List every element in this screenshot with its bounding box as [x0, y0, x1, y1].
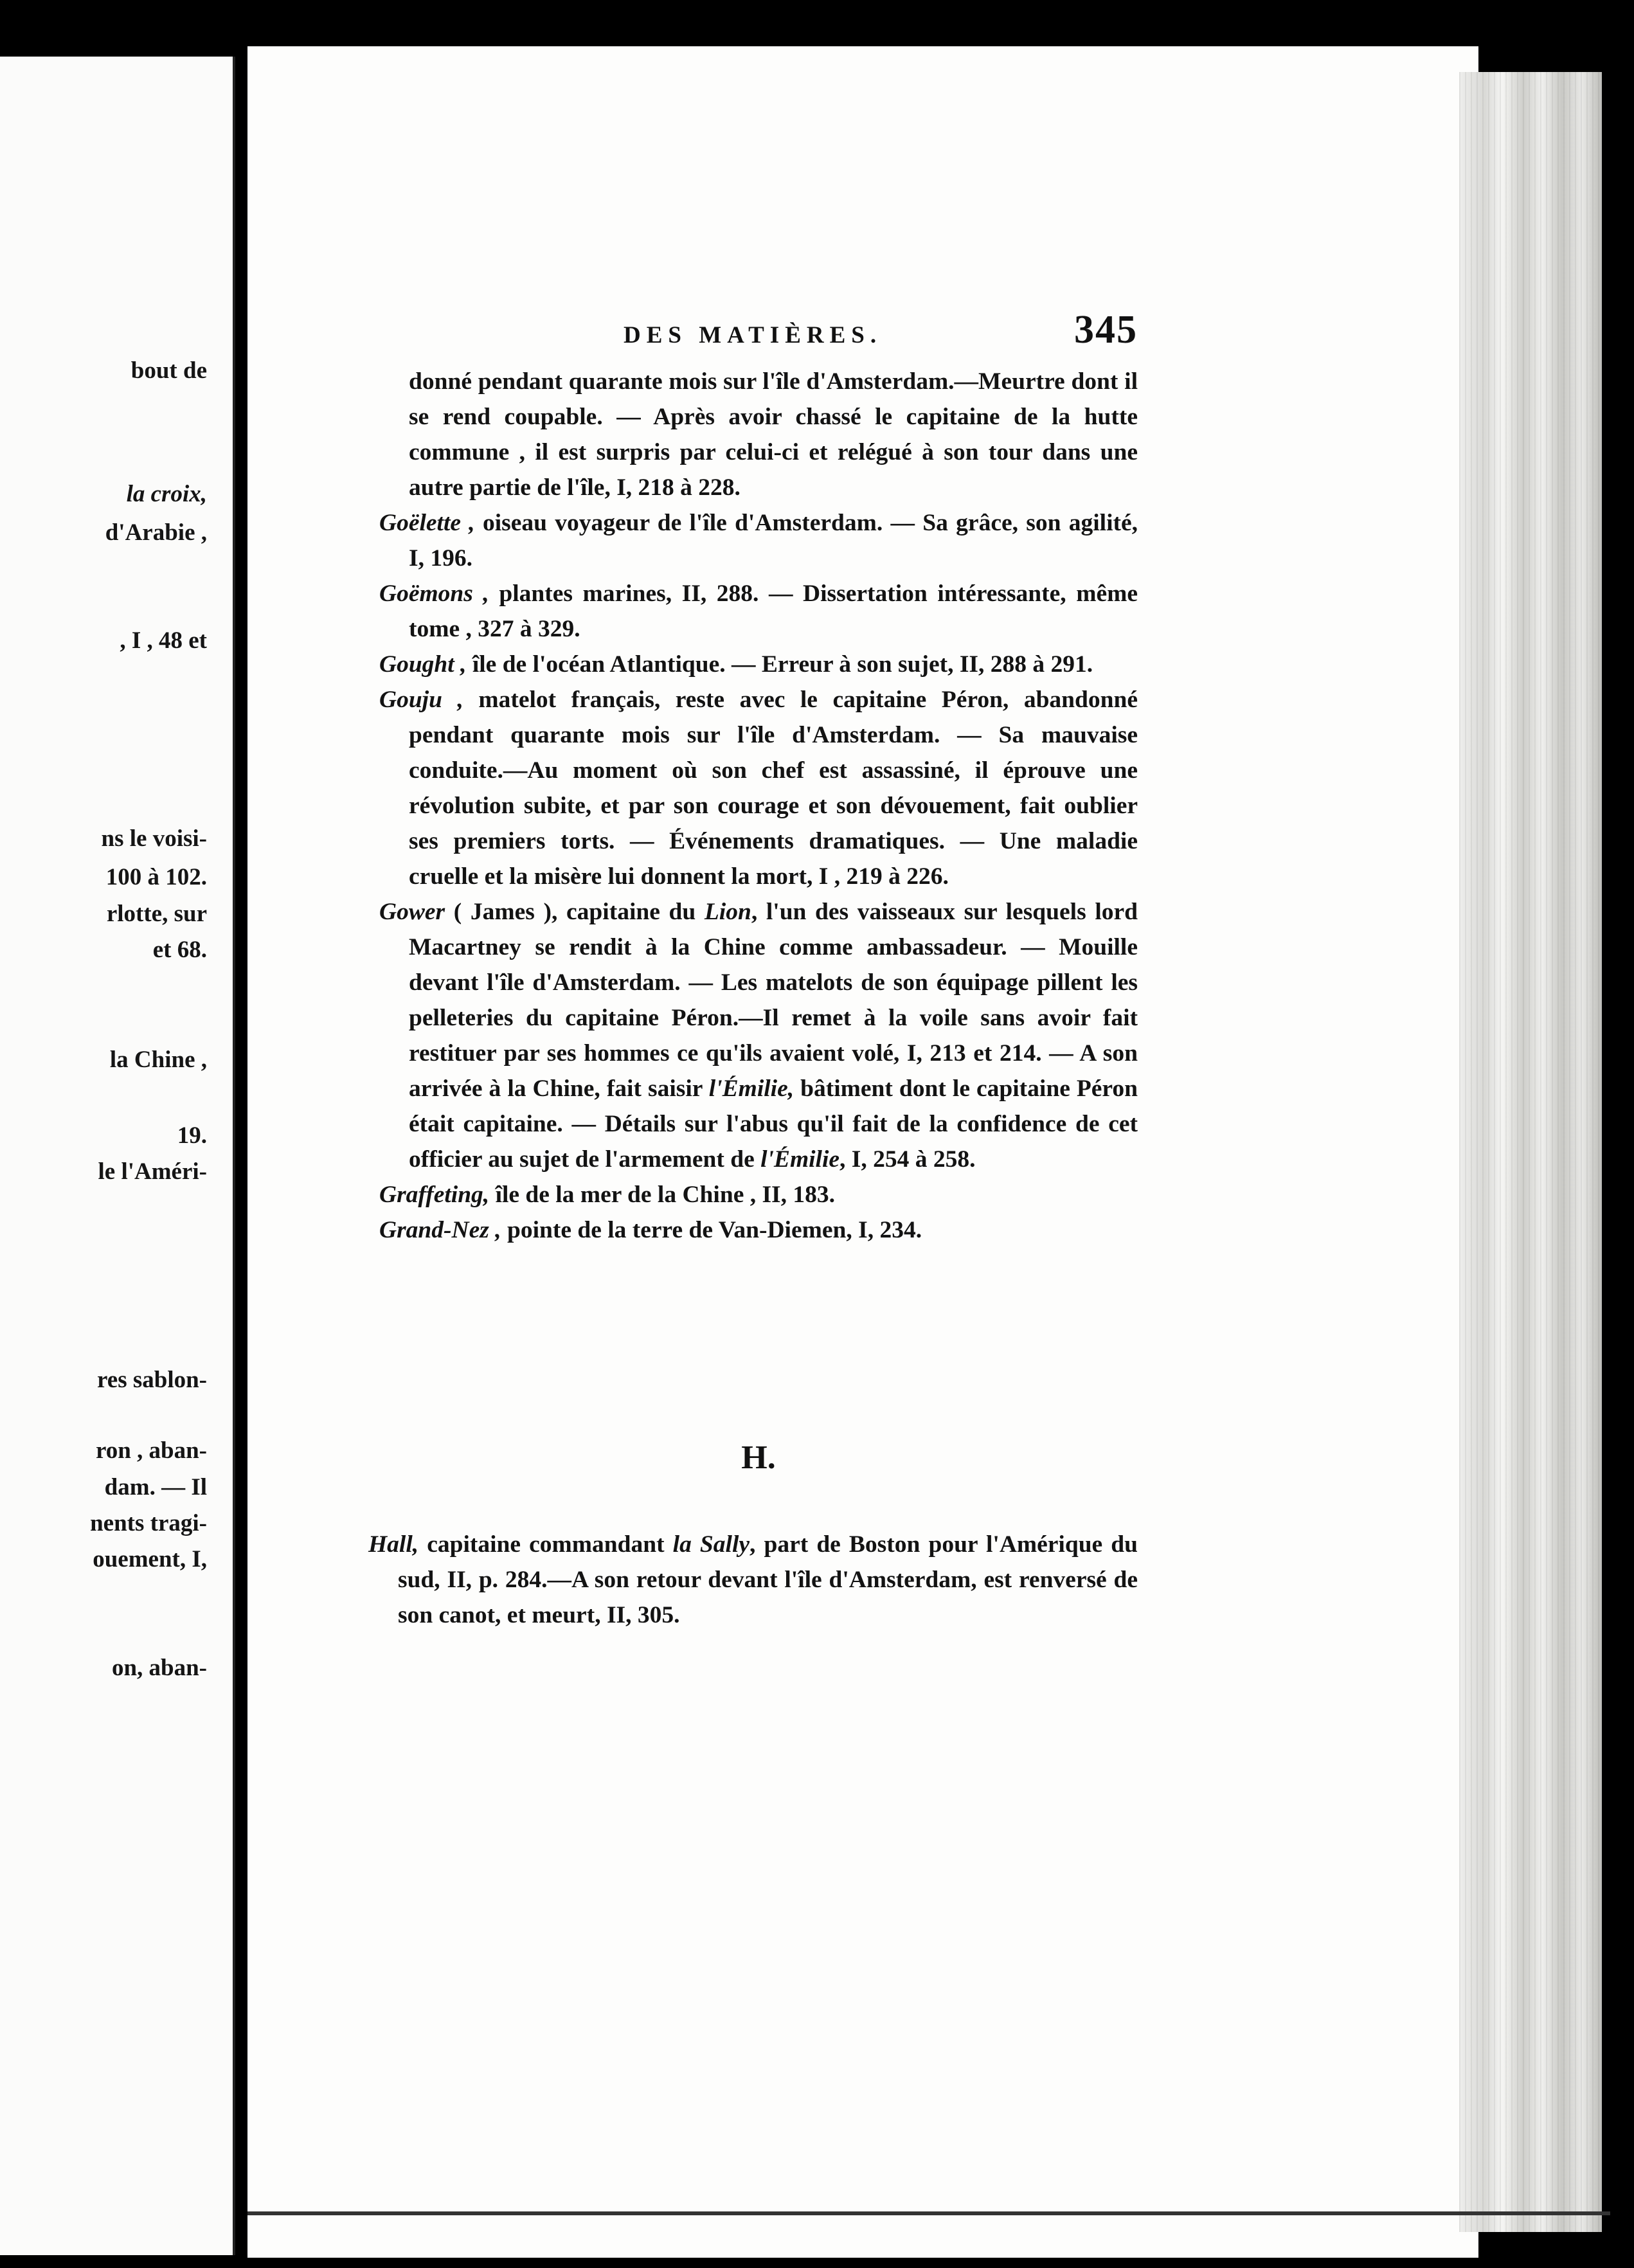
left-fragment: ron , aban-: [95, 1437, 207, 1464]
entry-gouju: [379, 682, 1138, 894]
left-fragment: nents tragi-: [90, 1510, 207, 1536]
entry-text: , l'un des vaisseaux sur lesquels lord Macartney se rendit à la Chine comme ambassadeur. — Mouille devant l'île d'Amsterdam. — Les matelots de son équipage pillent les pelleteries du capitaine Péron.—Il remet à la voile sans avoir fait restituer par ses hommes ce qu'ils avaient volé, I, 213 et 214. — A son arrivée à la Chine, fait saisir: [409, 899, 1138, 1102]
page-number: 345: [1074, 308, 1138, 352]
left-fragment: ouement, I,: [93, 1546, 207, 1572]
entry-text: capitaine commandant: [418, 1531, 673, 1558]
entry-headword: Goëlette ,: [379, 510, 475, 536]
running-title: DES MATIÈRES.: [624, 322, 883, 348]
left-fragment: ns le voisi-: [101, 825, 207, 852]
entry-text: oiseau voyageur de l'île d'Amsterdam. — Sa grâce, son agilité, I, 196.: [409, 510, 1138, 572]
left-fragment: 100 à 102.: [105, 864, 207, 890]
entry-grand-nez: [379, 1212, 1138, 1248]
left-fragment: rlotte, sur: [106, 901, 207, 927]
entry-text: pointe de la terre de Van-Diemen, I, 234.: [501, 1217, 922, 1243]
ship-name: l'Émilie,: [708, 1076, 795, 1102]
page-bottom-edge: [247, 2211, 1610, 2215]
left-fragment: on, aban-: [111, 1655, 207, 1681]
entry-gought: [379, 647, 1138, 682]
entry-text: île de la mer de la Chine , II, 183.: [489, 1182, 836, 1208]
left-fragment: res sablon-: [97, 1367, 207, 1393]
entry-gower: [379, 894, 1138, 1177]
entry-text: ( James ), capitaine du: [445, 899, 705, 925]
index-entries-h: [368, 1527, 1138, 1633]
ship-name: Lion: [704, 899, 751, 925]
section-letter: H.: [741, 1439, 776, 1476]
left-fragment: et 68.: [152, 937, 207, 963]
entry-text: , I, 254 à 258.: [839, 1146, 976, 1173]
entry-headword: Goëmons ,: [379, 580, 489, 607]
entry-continuation: [379, 364, 1138, 505]
left-fragment: , I , 48 et: [120, 627, 207, 654]
entry-headword: Graffeting,: [379, 1182, 490, 1208]
left-fragment: le l'Améri-: [98, 1158, 207, 1185]
left-fragment: bout de: [130, 357, 207, 384]
ship-name: la Sally: [672, 1531, 750, 1558]
ship-name: l'Émilie: [760, 1146, 840, 1173]
entry-goemons: [379, 576, 1138, 647]
index-entries: [379, 364, 1138, 1248]
entry-text: matelot français, reste avec le capitaine Péron, abandonné pendant quarante mois sur l'île d'Amsterdam. — Sa mauvaise conduite.—Au moment où son chef est assassiné, il éprouve une révolution subite, et par son courage et son dévouement, fait oublier ses premiers torts. — Événements dramatiques. — Une maladie cruelle et la misère lui donnent la mort, I , 219 à 226.: [409, 687, 1138, 890]
running-head: [624, 307, 1138, 365]
left-fragment: la Chine ,: [109, 1047, 207, 1073]
entry-headword: Hall,: [368, 1531, 419, 1558]
left-fragment: dam. — Il: [104, 1474, 207, 1500]
entry-headword: Gower: [379, 899, 445, 925]
left-fragment: d'Arabie ,: [105, 519, 207, 546]
page-edges: [1459, 72, 1602, 2232]
entry-graffeting: [379, 1177, 1138, 1212]
left-fragment: 19.: [177, 1122, 207, 1149]
entry-headword: Grand-Nez ,: [379, 1217, 501, 1243]
left-facing-page: [0, 57, 235, 2255]
entry-headword: Gought ,: [379, 651, 467, 678]
entry-text: , part de Boston pour l'Amérique du sud, II, p. 284.—A son retour devant l'île d'Amsterdam, est renversé de son canot, et meurt, II, 305.: [398, 1531, 1138, 1628]
entry-headword: Gouju ,: [379, 687, 463, 713]
entry-text: donné pendant quarante mois sur l'île d'Amsterdam.—Meurtre dont il se rend coupable. — Après avoir chassé le capitaine de la hutte commune , il est surpris par celui-ci et relégué à son tour dans une autre partie de l'île, I, 218 à 228.: [409, 368, 1138, 501]
entry-text: plantes marines, II, 288. — Dissertation intéressante, même tome , 327 à 329.: [409, 580, 1138, 642]
left-fragment: la croix,: [126, 481, 207, 507]
entry-goelette: [379, 505, 1138, 576]
entry-text: île de l'océan Atlantique. — Erreur à son sujet, II, 288 à 291.: [466, 651, 1093, 678]
entry-hall: [368, 1527, 1138, 1633]
entry-text: bâtiment dont le capitaine Péron était capitaine. — Détails sur l'abus qu'il fait de la confidence de cet officier au sujet de l'armement de: [409, 1076, 1138, 1173]
